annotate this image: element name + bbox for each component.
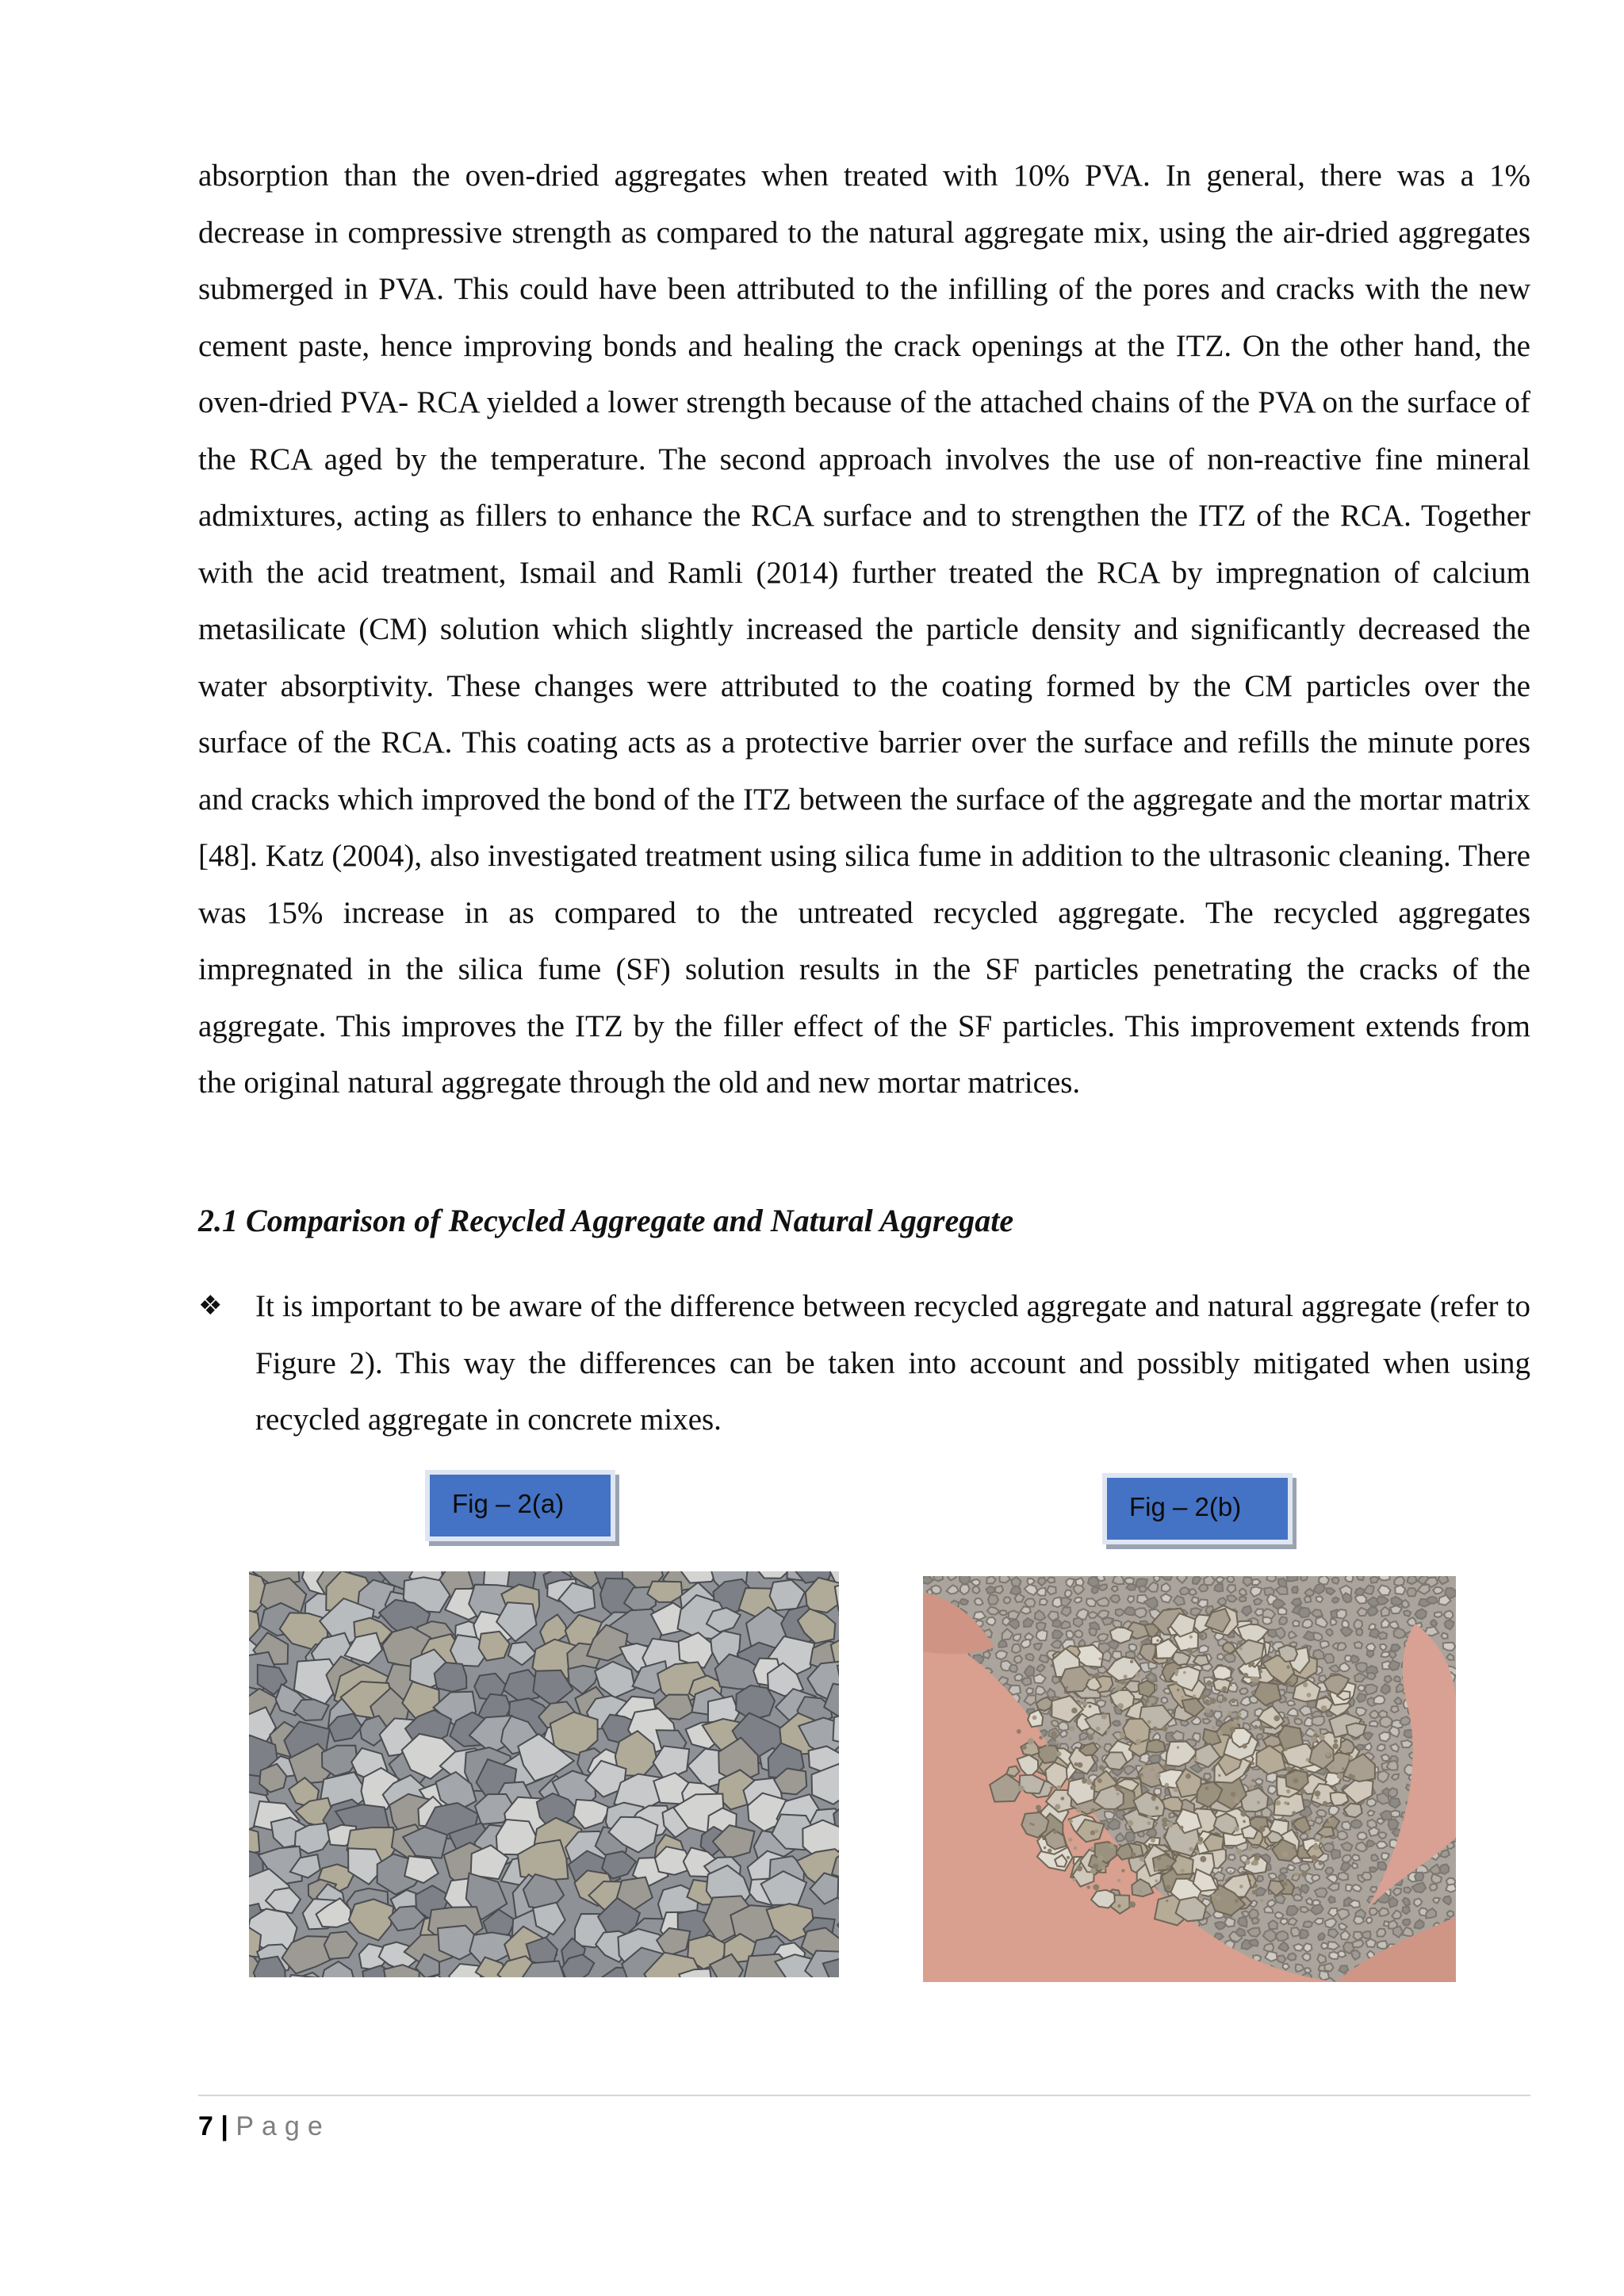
recycled-aggregate-image xyxy=(923,1576,1456,1982)
bullet-text: It is important to be aware of the difference between recycled aggregate and natural aggregate (refer to Figure 2). This way the differences can be taken into account and possibly mitigated when using recycled aggregate in concrete mixes. xyxy=(255,1289,1530,1437)
page-footer xyxy=(198,2107,331,2145)
figure-label-b: Fig – 2(b) xyxy=(1102,1473,1293,1544)
bullet-item xyxy=(198,1278,1530,1448)
page-number: 7 xyxy=(198,2111,213,2141)
section-heading: 2.1 Comparison of Recycled Aggregate and Natural Aggregate xyxy=(198,1203,1014,1238)
footer-divider xyxy=(198,2095,1530,2096)
footer-separator: | xyxy=(220,2111,228,2141)
natural-aggregate-image xyxy=(249,1571,839,1977)
page-word: Page xyxy=(236,2111,331,2141)
figure-recycled-aggregate-photo xyxy=(923,1576,1456,1982)
figure-label-a: Fig – 2(a) xyxy=(425,1470,615,1541)
body-paragraph: absorption than the oven-dried aggregates when treated with 10% PVA. In general, there was a 1% decrease in compressive strength as compared to the natural aggregate mix, using the air-dried aggregates submerged in PVA. This could have been attributed to the infilling of the pores and cracks with the new cement paste, hence improving bonds and healing the crack openings at the ITZ. On the other hand, the oven-dried PVA- RCA yielded a lower strength because of the attached chains of the PVA on the surface of the RCA aged by the temperature. The second approach involves the use of non-reactive fine mineral admixtures, acting as fillers to enhance the RCA surface and to strengthen the ITZ of the RCA. Together with the acid treatment, Ismail and Ramli (2014) further treated the RCA by impregnation of calcium metasilicate (CM) solution which slightly increased the particle density and significantly decreased the water absorptivity. These changes were attributed to the coating formed by the CM particles over the surface of the RCA. This coating acts as a protective barrier over the surface and refills the minute pores and cracks which improved the bond of the ITZ between the surface of the aggregate and the mortar matrix [48]. Katz (2004), also investigated treatment using silica fume in addition to the ultrasonic cleaning. There was 15% increase in as compared to the untreated recycled aggregate. The recycled aggregates impregnated in the silica fume (SF) solution results in the SF particles penetrating the cracks of the aggregate. This improves the ITZ by the filler effect of the SF particles. This improvement extends from the original natural aggregate through the old and new mortar matrices. xyxy=(198,159,1530,1100)
figure-natural-aggregate-photo xyxy=(249,1571,839,1977)
bullet-diamond-icon: ❖ xyxy=(198,1290,223,1322)
